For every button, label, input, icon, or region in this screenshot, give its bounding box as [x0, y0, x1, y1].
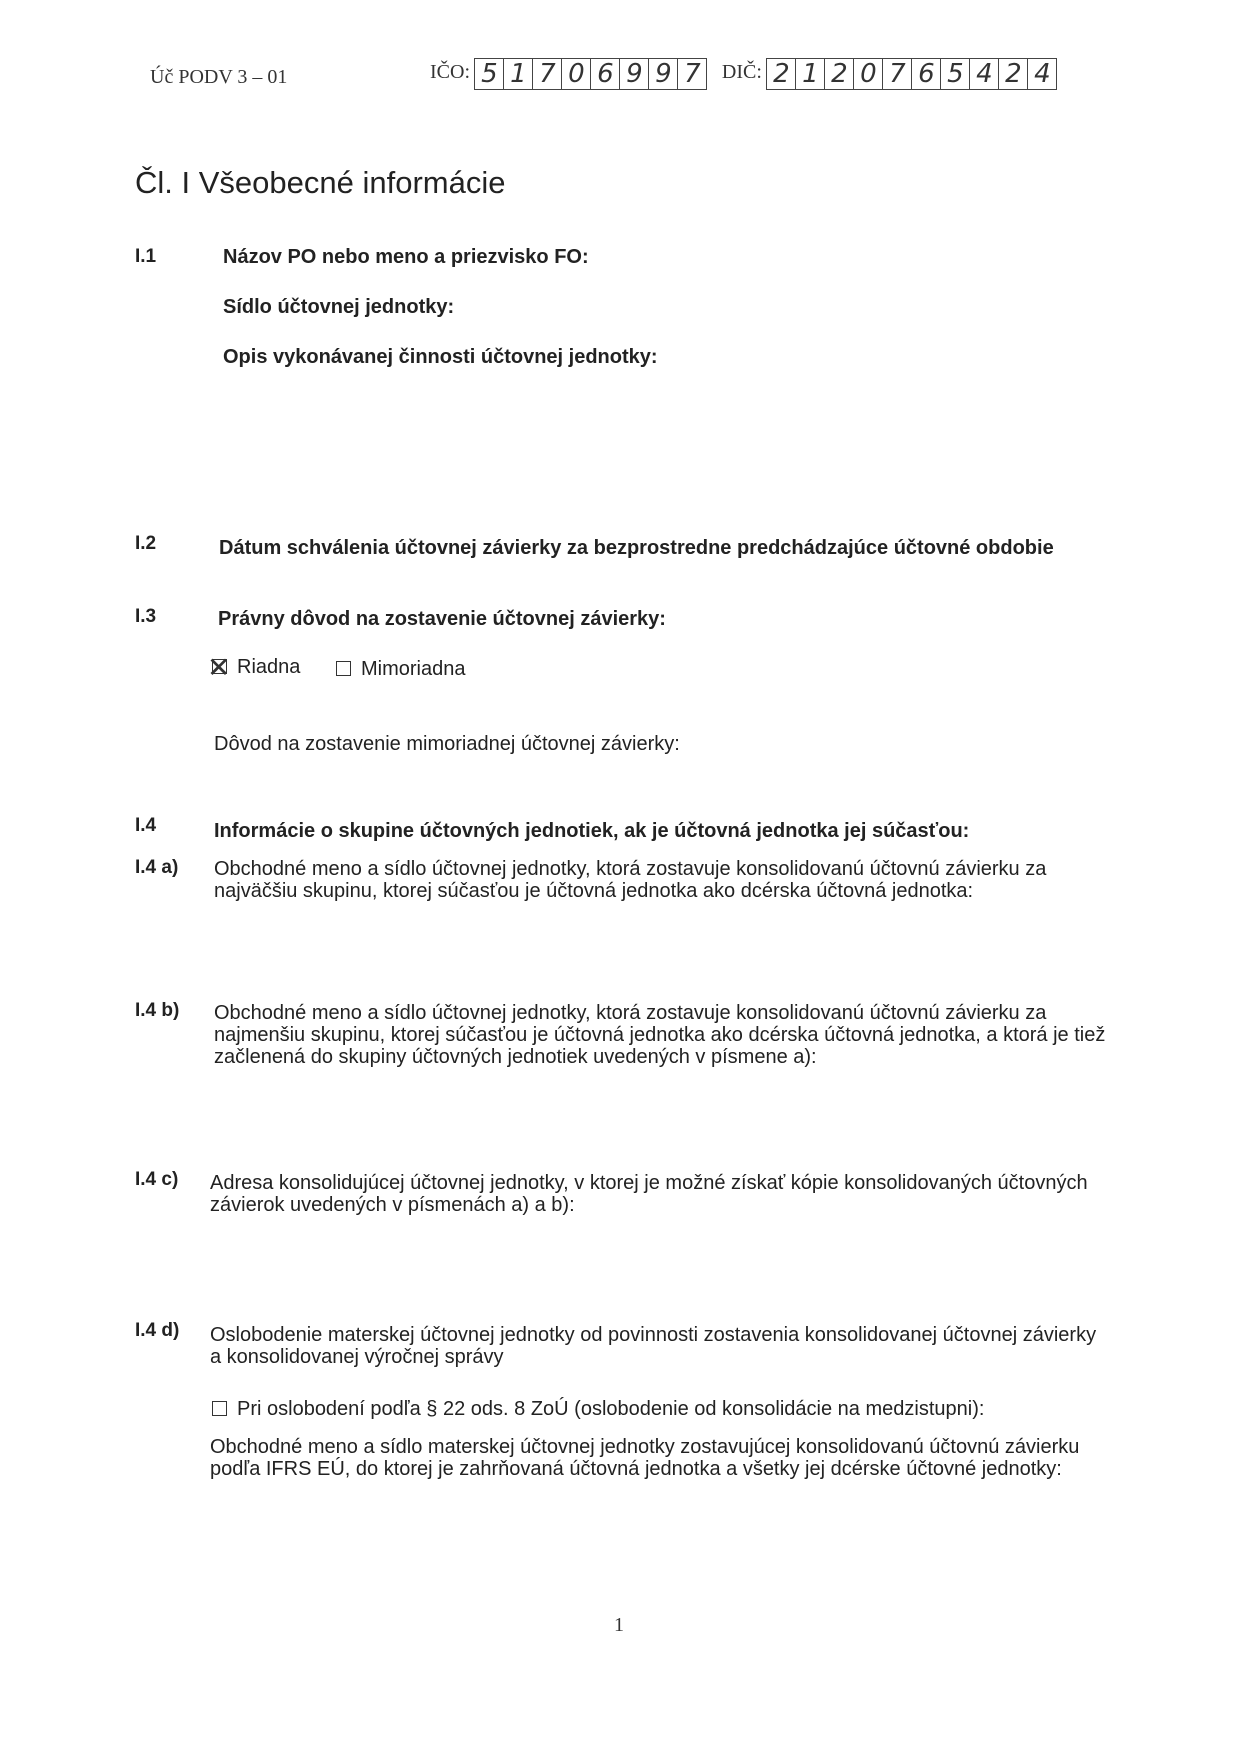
digit-box: 6 [591, 59, 620, 89]
section-number: I.4 c) [135, 1169, 179, 1190]
group-info-label: Informácie o skupine účtovných jednotiek, ak je účtovná jednotka jej súčasťou: [214, 820, 970, 842]
digit-box: 6 [912, 59, 941, 89]
section-number: I.3 [135, 606, 157, 627]
option-label: Pri oslobodení podľa § 22 ods. 8 ZoÚ (oslobodenie od konsolidácie na medzistupni): [237, 1398, 985, 1420]
digit-box: 2 [767, 59, 796, 89]
digit-box: 4 [1034, 59, 1051, 89]
digit-box: 7 [533, 59, 562, 89]
group-d-text2: Obchodné meno a sídlo materskej účtovnej jednotky zostavujúcej konsolidovanú účtovnú závierku podľa IFRS EÚ, do ktorej je zahrňovaná účtovná jednotka a všetky jej dcérske účtovné jednotky: [210, 1436, 1080, 1480]
digit-box: 9 [620, 59, 649, 89]
ico-label: IČO: [430, 61, 470, 84]
page-number: 1 [614, 1614, 624, 1636]
name-label: Názov PO nebo meno a priezvisko FO: [223, 246, 589, 268]
group-d-text: Oslobodenie materskej účtovnej jednotky od povinnosti zostavenia konsolidovanej účtovnej závierky a konsolidovanej výročnej správy [210, 1324, 1097, 1368]
option-mimoriadna[interactable] [336, 658, 465, 681]
dic-boxes [766, 58, 1057, 90]
group-a-text: Obchodné meno a sídlo účtovnej jednotky, ktorá zostavuje konsolidovanú účtovnú závierku za najväčšiu skupinu, ktorej súčasťou je účtovná jednotka ako dcérska účtovná jednotka: [214, 858, 1047, 902]
checkbox-checked[interactable]: ✕ [207, 652, 231, 683]
digit-box: 0 [562, 59, 591, 89]
section-number: I.4 [135, 815, 157, 836]
digit-box: 7 [883, 59, 912, 89]
seat-label: Sídlo účtovnej jednotky: [223, 296, 455, 318]
section-number: I.4 a) [135, 857, 179, 878]
extraordinary-reason-label: Dôvod na zostavenie mimoriadnej účtovnej závierky: [214, 733, 680, 755]
digit-box: 1 [504, 59, 533, 89]
dic-label: DIČ: [721, 61, 762, 84]
digit-box: 9 [649, 59, 678, 89]
option-riadna[interactable] [207, 652, 301, 683]
option-label: Riadna [237, 656, 301, 678]
group-b-text: Obchodné meno a sídlo účtovnej jednotky, ktorá zostavuje konsolidovanú účtovnú závierku za najmenšiu skupinu, ktorej súčasťou je účtovná jednotka ako dcérska účtovná jednotka, a ktorá je tiež začlenená do skupiny účtovných jednotiek uvedených v písmene a): [214, 1002, 1106, 1068]
digit-box: 1 [796, 59, 825, 89]
ico-field [430, 58, 1057, 90]
digit-box: 0 [854, 59, 883, 89]
legal-reason-label: Právny dôvod na zostavenie účtovnej závierky: [218, 608, 666, 630]
section-number: I.4 d) [135, 1320, 180, 1341]
section-number: I.4 b) [135, 1000, 180, 1021]
exemption-option[interactable] [212, 1398, 984, 1421]
group-c-text: Adresa konsolidujúcej účtovnej jednotky, v ktorej je možné získať kópie konsolidovaných účtovných závierok uvedených v písmenách a) a b): [210, 1172, 1088, 1216]
digit-box: 4 [970, 59, 999, 89]
option-label: Mimoriadna [361, 658, 466, 680]
section-number: I.2 [135, 533, 157, 554]
approval-date-label: Dátum schválenia účtovnej závierky za bezprostredne predchádzajúce účtovné obdobie [219, 537, 1054, 559]
digit-box: 2 [999, 59, 1028, 89]
digit-box: 2 [825, 59, 854, 89]
activity-label: Opis vykonávanej činnosti účtovnej jednotky: [223, 346, 658, 368]
digit-box: 5 [475, 59, 504, 89]
checkbox[interactable] [336, 661, 351, 676]
section-number: I.1 [135, 246, 157, 267]
ico-boxes [474, 58, 707, 90]
digit-box: 7 [684, 59, 701, 89]
checkbox[interactable] [212, 1401, 227, 1416]
digit-box: 5 [941, 59, 970, 89]
form-code: Úč PODV 3 – 01 [150, 66, 288, 88]
page-title: Čl. I Všeobecné informácie [135, 165, 506, 200]
